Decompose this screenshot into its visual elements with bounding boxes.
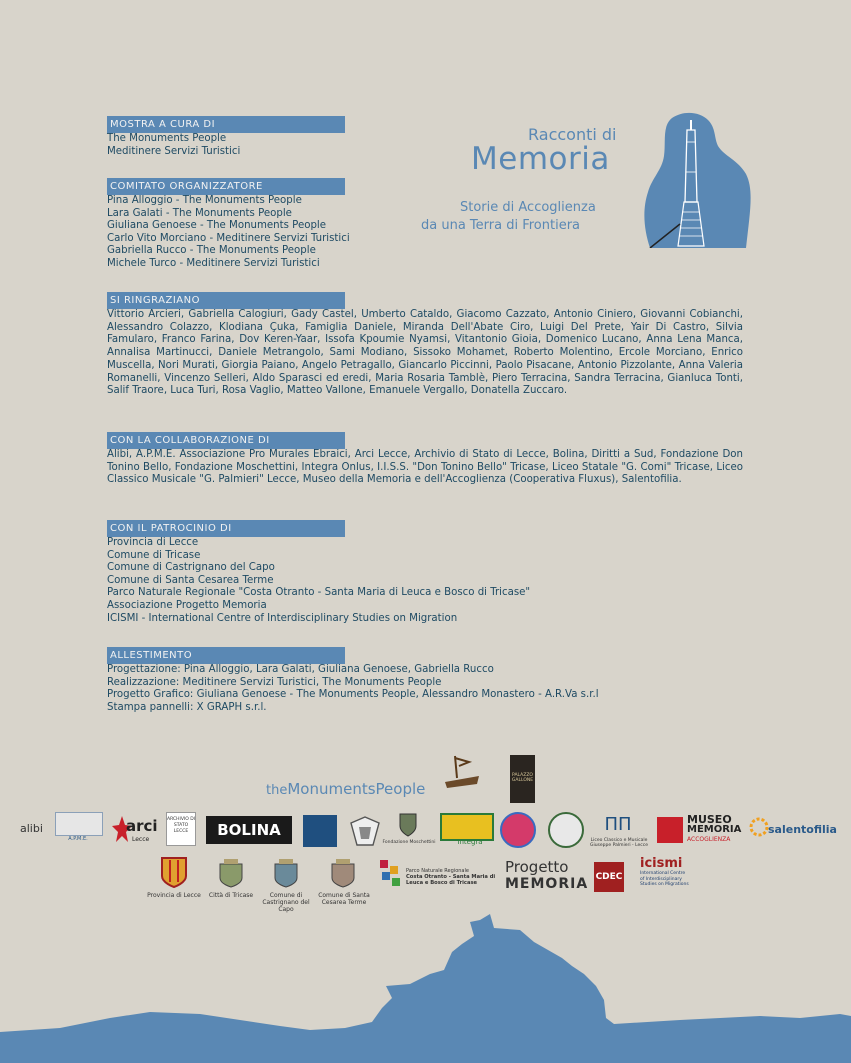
progetto-text-1: Progetto: [505, 858, 569, 876]
meditinere-logo-icon: [441, 752, 483, 796]
collaboration-paragraph: Alibi, A.P.M.E. Associazione Pro Murales Ebraici, Arci Lecce, Archivio di Stato di Lecce, Bolina, Diritti a Sud, Fondazione Don Tonino Bello, Fondazione Moschettini, Integra Onlus, I.I.S.S. "Don Tonino Bello" Tricase, Liceo Statale "G. Comi" Tricase, Liceo Classico Musicale "G. Palmieri" Lecce, Museo della Memoria e dell'Accoglienza (Cooperativa Fluxus), Salentofilia.: [107, 449, 743, 486]
section-collaboration: [107, 432, 743, 487]
list-item: Comune di Castrignano del Capo: [107, 562, 275, 574]
icismi-logo: [640, 856, 720, 902]
list-item: Realizzazione: Meditinere Servizi Turistici, The Monuments People: [107, 676, 442, 688]
liceo-palmieri-logo-icon: ΠΠ: [604, 814, 632, 835]
bolina-logo: BOLINA: [206, 816, 292, 844]
icismi-sub: International Centre of Interdisciplinary Studies on Migrations: [640, 871, 689, 887]
section-heading: SI RINGRAZIANO: [107, 292, 345, 309]
sun-icon: [748, 816, 770, 838]
list-item: Associazione Progetto Memoria: [107, 599, 267, 611]
fondazione-label: Fondazione Moschettini: [382, 840, 436, 845]
archivio-logo: ARCHIVIO DI STATO LECCE: [166, 812, 196, 846]
list-item: Michele Turco - Meditinere Servizi Turistici: [107, 257, 320, 269]
apme-label: A.P.M.E.: [68, 836, 88, 842]
list-item: Giuliana Genoese - The Monuments People: [107, 220, 327, 232]
icismi-text: icismi: [640, 856, 683, 871]
arci-text: arci: [126, 817, 158, 835]
castrignano-label: Comune di Castrignano del Capo: [262, 892, 310, 913]
museo-text-3: ACCOGLIENZA: [687, 836, 731, 843]
parco-label-1: Parco Naturale Regionale: [406, 868, 469, 874]
tricase-crest-icon: [218, 858, 244, 888]
section-setup: [107, 647, 599, 714]
don-tonino-bello-logo-icon: [349, 815, 381, 847]
diritti-a-sud-logo-icon: [303, 815, 337, 847]
section-heading: MOSTRA A CURA DI: [107, 116, 345, 133]
arci-sub: Lecce: [132, 836, 150, 843]
title-block: [410, 112, 750, 252]
palazzo-gallone-logo: PALAZZO GALLONE: [510, 755, 535, 803]
list-item: Stampa pannelli: X GRAPH s.r.l.: [107, 701, 267, 713]
integra-label: Integra: [457, 838, 483, 846]
logo-text: People: [375, 780, 426, 798]
parco-label: [406, 868, 498, 886]
cdec-logo: CDEC: [594, 862, 624, 892]
museo-memoria-logo: [657, 815, 741, 845]
section-heading: CON IL PATROCINIO DI: [107, 520, 345, 537]
iiss-tricase-logo-icon: [548, 812, 584, 848]
parco-mosaic-icon: [378, 858, 404, 888]
lighthouse-silhouette-icon: [642, 112, 754, 248]
list-item: Progetto Grafico: Giuliana Genoese - The Monuments People, Alessandro Monastero - A.R.Va s.r.l: [107, 689, 599, 701]
list-item: Comune di Santa Cesarea Terme: [107, 574, 274, 586]
parco-label-2: Costa Otranto - Santa Maria di Leuca e Bosco di Tricase: [406, 874, 496, 886]
liceo-palmieri-label: Liceo Classico e Musicale Giuseppe Palmieri - Lecce: [589, 838, 649, 848]
shipwreck-silhouette-icon: [0, 900, 851, 1063]
list-item: Meditinere Servizi Turistici: [107, 145, 241, 157]
progetto-text-2: MEMORIA: [505, 876, 589, 892]
section-heading: CON LA COLLABORAZIONE DI: [107, 432, 345, 449]
thanks-paragraph: Vittorio Arcieri, Gabriella Calogiuri, Gady Castel, Umberto Cataldo, Giacomo Cazzato, Antonio Ciniero, Giovanni Cobianchi, Alessandro Colazzo, Klodiana Çuka, Famiglia Daniele, Miranda Dell'Abate Ciro, Luigi Del Prete, Yair Di Castro, Silvia Famularo, Franco Farina, Dov Keren-Yaar, Issofa Kpoumie Nyamsi, Vitantonio Gioia, Domenico Lucano, Anna Lena Manca, Annalisa Martinucci, Daniele Metrangolo, Sami Modiano, Sissoko Mohamet, Roberto Molentino, Ercole Morciano, Enrico Muscella, Nori Murati, Giorgia Paiano, Angelo Petragallo, Giancarlo Piccinni, Paolo Pisacane, Antonio Pizzolante, Anna Valeria Romanelli, Vincenzo Selleri, Aldo Sparasci ed eredi, Maria Rosaria Tamblè, Piero Terracina, Sandra Terracina, Gianluca Tonti, Salif Traore, Luca Turi, Rosa Vaglio, Matteo Vallone, Emanuele Vergallo, Donatella Zuccaro.: [107, 309, 743, 397]
list-item: Progettazione: Pina Alloggio, Lara Galati, Giuliana Genoese, Gabriella Rucco: [107, 664, 494, 675]
subtitle-line-1: Storie di Accoglienza: [460, 200, 596, 215]
section-patronage: [107, 520, 530, 625]
tricase-label: Città di Tricase: [208, 892, 254, 899]
progetto-memoria-logo: [505, 858, 587, 898]
liceo-comi-logo-icon: [500, 812, 536, 848]
list-item: Lara Galati - The Monuments People: [107, 207, 292, 219]
subtitle-line-2: da una Terra di Frontiera: [421, 218, 581, 233]
list-item: Parco Naturale Regionale "Costa Otranto - Santa Maria di Leuca e Bosco di Tricase": [107, 587, 531, 599]
museo-text-1: MUSEO: [687, 813, 732, 826]
arci-logo: [112, 814, 162, 846]
title-line-1: Racconti di: [528, 125, 617, 144]
list-item: Pina Alloggio - The Monuments People: [107, 195, 302, 206]
section-heading: COMITATO ORGANIZZATORE: [107, 178, 345, 195]
list-item: Gabriella Rucco - The Monuments People: [107, 245, 316, 257]
list-item: The Monuments People: [107, 133, 227, 144]
list-item: Provincia di Lecce: [107, 537, 199, 548]
section-heading: ALLESTIMENTO: [107, 647, 345, 664]
section-thanks: [107, 292, 743, 398]
list-item: Carlo Vito Morciano - Meditinere Servizi Turistici: [107, 232, 350, 244]
title-line-2: Memoria: [471, 141, 610, 177]
monuments-people-logo: [266, 780, 425, 798]
castrignano-crest-icon: [273, 858, 299, 888]
museo-text-2: MEMORIA: [687, 824, 742, 835]
section-committee: [107, 178, 350, 271]
list-item: Comune di Tricase: [107, 549, 201, 561]
list-item: ICISMI - International Centre of Interdisciplinary Studies on Migration: [107, 612, 458, 624]
fondazione-moschettini-crest-icon: [398, 810, 418, 838]
santa-cesarea-label: Comune di Santa Cesarea Terme: [318, 892, 370, 906]
salentofilia-text: salentofilia: [768, 823, 837, 836]
logo-text: Monuments: [287, 780, 376, 798]
logo-text: the: [266, 783, 288, 798]
alibi-logo: alibi: [20, 822, 43, 835]
santa-cesarea-crest-icon: [330, 858, 356, 888]
integra-logo-icon: [440, 813, 494, 841]
section-curated: [107, 116, 345, 158]
apme-logo: [55, 812, 103, 836]
provincia-label: Provincia di Lecce: [147, 892, 201, 899]
salentofilia-logo: [748, 814, 838, 842]
museo-mark-icon: [657, 817, 683, 843]
provincia-crest-icon: [160, 856, 188, 888]
